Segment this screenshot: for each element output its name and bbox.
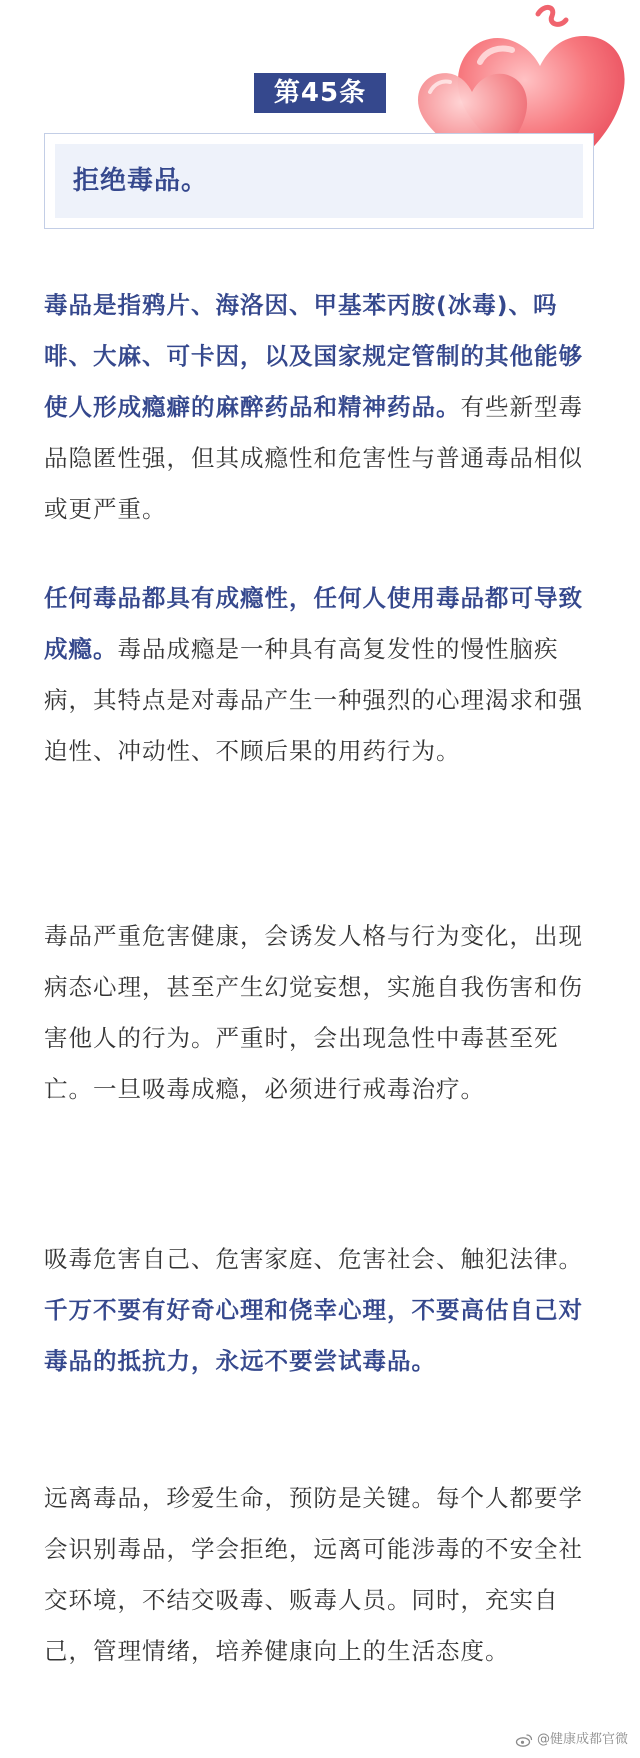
paragraph-prevention	[44, 1473, 599, 1677]
paragraph-addiction	[44, 573, 599, 777]
paragraph-emphasis: 任何毒品都具有成瘾性，任何人使用毒品都可导致成瘾。	[44, 584, 583, 663]
paragraph-text: 吸毒危害自己、危害家庭、危害社会、触犯法律。	[44, 1245, 583, 1273]
article-title: 拒绝毒品。	[73, 166, 209, 196]
watermark-text: @健康成都官微	[536, 1732, 628, 1747]
paragraph-emphasis: 千万不要有好奇心理和侥幸心理，不要高估自己对毒品的抵抗力，永远不要尝试毒品。	[44, 1296, 583, 1375]
paragraph-emphasis: 毒品是指鸦片、海洛因、甲基苯丙胺(冰毒)、吗啡、大麻、可卡因，以及国家规定管制的其他能够使人形成瘾癖的麻醉药品和精神药品。	[44, 291, 583, 421]
paragraph-text: 有些新型毒品隐匿性强，但其成瘾性和危害性与普通毒品相似或更严重。	[44, 393, 583, 523]
article-number-badge: 第45条	[254, 73, 386, 113]
paragraph-drug-definition	[44, 280, 599, 535]
weibo-icon	[515, 1733, 533, 1747]
paragraph-harm-warning	[44, 1234, 599, 1387]
paragraph-text: 毒品严重危害健康，会诱发人格与行为变化，出现病态心理，甚至产生幻觉妄想，实施自我伤害和伤害他人的行为。严重时，会出现急性中毒甚至死亡。一旦吸毒成瘾，必须进行戒毒治疗。	[44, 922, 583, 1103]
paragraph-health-harm	[44, 911, 599, 1115]
title-box-inner	[55, 144, 583, 218]
watermark	[515, 1730, 628, 1750]
title-box	[44, 133, 594, 229]
paragraph-text: 毒品成瘾是一种具有高复发性的慢性脑疾病，其特点是对毒品产生一种强烈的心理渴求和强迫性、冲动性、不顾后果的用药行为。	[44, 635, 583, 765]
paragraph-text: 远离毒品，珍爱生命，预防是关键。每个人都要学会识别毒品，学会拒绝，远离可能涉毒的不安全社交环境，不结交吸毒、贩毒人员。同时，充实自己，管理情绪，培养健康向上的生活态度。	[44, 1484, 583, 1665]
